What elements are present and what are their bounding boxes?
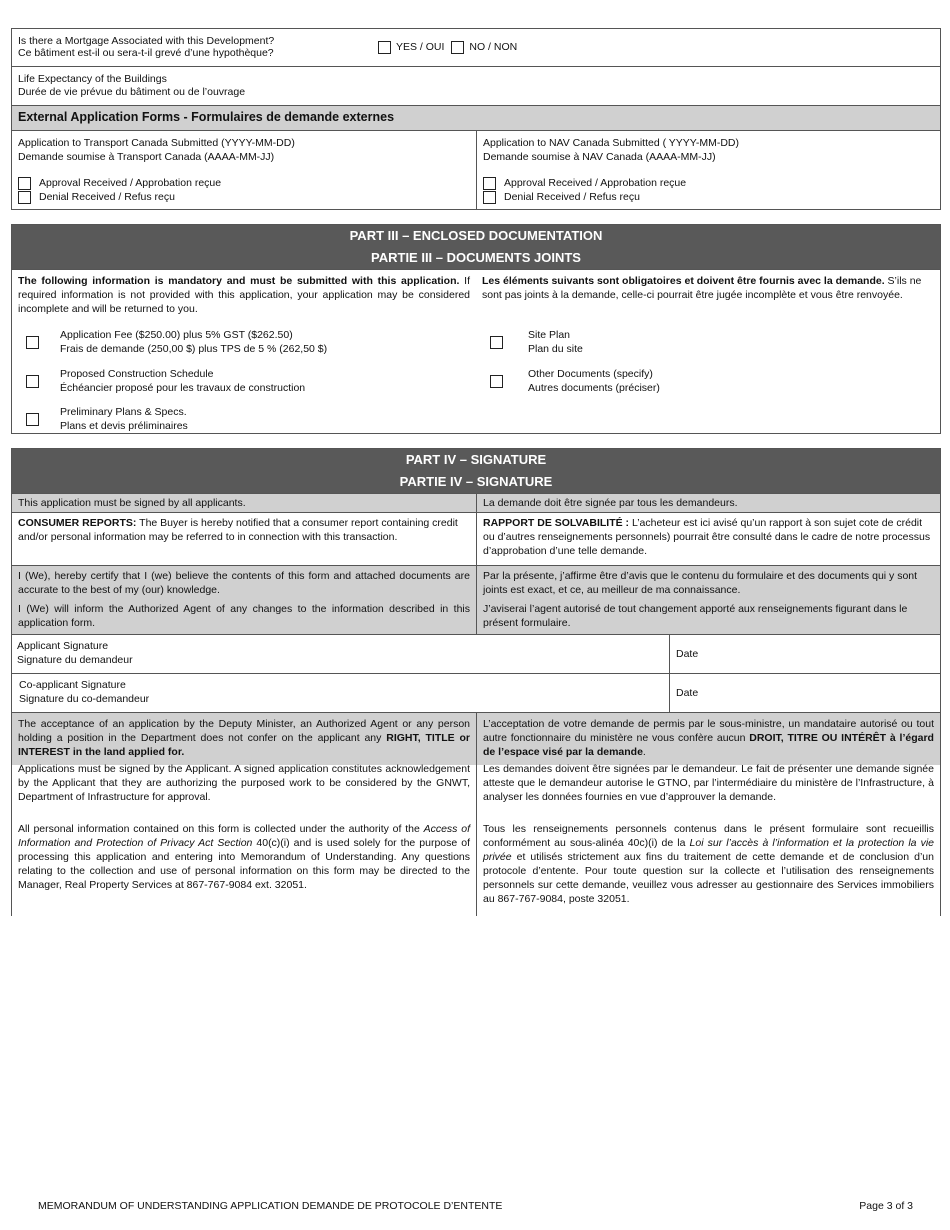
consumer-fr — [476, 513, 940, 565]
privacy-en-1: All personal information contained on this form is collected under the authority of the — [18, 823, 424, 835]
transport-denial-label: Denial Received / Refus reçu — [39, 191, 175, 203]
mortgage-row — [12, 29, 940, 66]
privacy-paragraph-fr — [483, 822, 934, 906]
certify-en: I (We), hereby certify that I (we) believe the contents of this form and attached documents are accurate to the best of my (our) knowledge. — [18, 570, 470, 596]
part3-intro-fr — [482, 274, 934, 302]
other-docs-label-en: Other Documents (specify) — [528, 368, 653, 380]
site-plan-label-en: Site Plan — [528, 329, 571, 341]
part3-header — [12, 225, 940, 269]
nav-approval-label: Approval Received / Approbation reçue — [504, 177, 687, 189]
part3-intro-en-rest: If required information is not provided with this application, your application may be considered incomplete and will be returned to you. — [18, 275, 470, 315]
part4-header — [12, 449, 940, 493]
mortgage-label-fr: Ce bâtiment est-il ou sera-t-il grevé d’une hypothèque? — [18, 47, 274, 59]
page-number: Page 3 of 3 — [859, 1200, 913, 1212]
signed-paragraph-en: Applications must be signed by the Applicant. A signed application constitutes acknowledgement by the Applicant that they are authorizing the purposed work to be considered by the GNWT, Department of Infrastructure for approval. — [18, 763, 470, 803]
consumer-en-bold: CONSUMER REPORTS: — [18, 517, 137, 529]
coapplicant-signature-en: Co-applicant Signature — [19, 679, 126, 691]
part3-section — [11, 224, 941, 434]
plans-label-fr: Plans et devis préliminaires — [60, 420, 188, 432]
acceptance-fr-rest: L’acceptation de votre demande de permis par le sous-ministre, un mandataire autorisé ou tout autre fonctionnaire du ministère ne vous confère aucun — [483, 718, 934, 744]
transport-approval-label: Approval Received / Approbation reçue — [39, 177, 222, 189]
mortgage-no-checkbox[interactable] — [451, 41, 464, 54]
acceptance-fr-end: . — [642, 746, 646, 758]
site-plan-label-fr: Plan du site — [528, 343, 583, 355]
signed-row — [12, 493, 940, 512]
part3-intro-fr-rest: S’ils ne sont pas joints à la demande, celle-ci pourrait être jugée incomplète et vous être renvoyée. — [482, 275, 922, 301]
applicant-signature-fr: Signature du demandeur — [17, 654, 133, 666]
fee-label-fr: Frais de demande (250,00 $) plus TPS de 5 % (262,50 $) — [60, 343, 328, 355]
transport-canada-fr: Demande soumise à Transport Canada (AAAA-MM-JJ) — [18, 151, 275, 163]
acceptance-en-rest: The acceptance of an application by the Deputy Minister, an Authorized Agent or any person holding a position in the Department does not confer on the applicant any — [18, 718, 470, 744]
fee-checkbox[interactable] — [26, 336, 39, 349]
part3-intro-en — [18, 274, 470, 316]
bottom-paragraphs — [11, 760, 941, 916]
inform-fr: J’aviserai l’agent autorisé de tout changement apporté aux renseignements figurant dans le présent formulaire. — [483, 603, 908, 629]
coapplicant-signature-row[interactable] — [12, 673, 940, 712]
part3-title-en: PART III – ENCLOSED DOCUMENTATION — [349, 228, 603, 243]
privacy-fr-italic: Loi sur l’accès à l’information et la protection la vie privée — [483, 837, 934, 863]
signed-paragraph-fr: Les demandes doivent être signées par le demandeur. Le fait de présenter une demande signée atteste que le demandeur autorise le GTNO, par l’intermédiaire du ministère de l’Infrastructure, à analyser les données fournies en vue d’approuver la demande. — [483, 763, 934, 803]
certify-fr: Par la présente, j’affirme être d’avis que le contenu du formulaire et des documents qui y sont joints est exact, et ce, au meilleur de ma connaissance. — [483, 570, 918, 596]
site-plan-checkbox[interactable] — [490, 336, 503, 349]
external-forms-title: External Application Forms - Formulaires de demande externes — [12, 105, 940, 130]
external-forms-row — [12, 130, 940, 210]
acceptance-en — [12, 713, 476, 765]
consumer-en-rest: The Buyer is hereby notified that a consumer report containing credit and/or personal information may be referred to in connection with this transaction. — [18, 517, 458, 543]
nav-approval-checkbox[interactable] — [483, 177, 496, 190]
applicant-signature-row[interactable] — [12, 634, 940, 673]
privacy-en-2: 40(c)(i) and is used solely for the purpose of processing this application and entering into Memorandum of Understanding. Any questions relating to the collection and use of personal information on this form may be directed to the Manager, Real Property Services at 867-767-9084 ext. 32051. — [18, 837, 470, 891]
part4-section — [11, 448, 941, 760]
acceptance-en-bold: RIGHT, TITLE or INTEREST in the land applied for. — [18, 732, 470, 758]
life-expectancy-row[interactable] — [12, 66, 940, 105]
life-expectancy-label-en: Life Expectancy of the Buildings — [18, 73, 167, 85]
part3-intro-en-bold: The following information is mandatory and must be submitted with this application. — [18, 275, 460, 287]
life-expectancy-label-fr: Durée de vie prévue du bâtiment ou de l’ouvrage — [18, 86, 246, 98]
mortgage-label-en: Is there a Mortgage Associated with this Development? — [18, 35, 275, 47]
consumer-en — [12, 513, 476, 565]
consumer-row — [12, 512, 940, 565]
top-section — [11, 28, 941, 210]
acceptance-fr — [476, 713, 940, 765]
plans-label-en: Preliminary Plans & Specs. — [60, 406, 187, 418]
signed-fr: La demande doit être signée par tous les demandeurs. — [476, 494, 940, 512]
plans-checkbox[interactable] — [26, 413, 39, 426]
part4-title-fr: PARTIE IV – SIGNATURE — [399, 474, 553, 489]
acceptance-fr-bold: DROIT, TITRE OU INTÉRÊT à l’égard de l’espace visé par la demande — [483, 732, 934, 758]
nav-canada-fr: Demande soumise à NAV Canada (AAAA-MM-JJ) — [483, 151, 716, 163]
nav-canada-en: Application to NAV Canada Submitted ( YYYY-MM-DD) — [483, 137, 739, 149]
part3-body — [12, 269, 940, 434]
part4-title-en: PART IV – SIGNATURE — [405, 452, 547, 467]
schedule-label-en: Proposed Construction Schedule — [60, 368, 214, 380]
nav-denial-checkbox[interactable] — [483, 191, 496, 204]
schedule-checkbox[interactable] — [26, 375, 39, 388]
coapplicant-date[interactable]: Date — [669, 674, 940, 712]
privacy-paragraph-en — [18, 822, 470, 892]
transport-denial-checkbox[interactable] — [18, 191, 31, 204]
transport-canada-en: Application to Transport Canada Submitted (YYYY-MM-DD) — [18, 137, 295, 149]
certify-row — [12, 565, 940, 634]
mortgage-no-label: NO / NON — [469, 41, 518, 53]
mortgage-yes-checkbox[interactable] — [378, 41, 391, 54]
consumer-fr-rest: L’acheteur est ici avisé qu’un rapport à son sujet cote de crédit ou d’autres renseignements personnels) pourrait être consulté dans le cadre de notre processus d’approbation d’une telle demande. — [483, 517, 931, 557]
privacy-fr-2: et utilisés strictement aux fins du traitement de cette demande et de conclusion d’un protocole d’entente. Pour toute question sur la collecte et l’utilisation des renseignements personnels sur cette demande, veuillez vous adresser au gestionnaire des Services immobiliers au 867-767-9084, poste 32051. — [483, 851, 934, 905]
footer-title: MEMORANDUM OF UNDERSTANDING APPLICATION DEMANDE DE PROTOCOLE D’ENTENTE — [38, 1200, 503, 1212]
applicant-signature-en: Applicant Signature — [17, 640, 109, 652]
transport-approval-checkbox[interactable] — [18, 177, 31, 190]
signed-en: This application must be signed by all applicants. — [18, 497, 246, 509]
privacy-fr-1: Tous les renseignements personnels contenus dans le présent formulaire sont recueillis conformément au sous-alinéa 40c)(i) de la — [483, 823, 934, 849]
privacy-en-italic: Access of Information and Protection of Privacy Act Section — [18, 823, 470, 849]
consumer-fr-bold: RAPPORT DE SOLVABILITÉ : — [483, 517, 630, 529]
part3-intro-fr-bold: Les éléments suivants sont obligatoires et doivent être fournis avec la demande. — [482, 275, 885, 287]
mortgage-yes-label: YES / OUI — [396, 41, 445, 53]
acceptance-row — [12, 712, 940, 765]
coapplicant-signature-fr: Signature du co-demandeur — [19, 693, 150, 705]
inform-en: I (We) will inform the Authorized Agent of any changes to the information described in this application form. — [18, 603, 470, 629]
schedule-label-fr: Échéancier proposé pour les travaux de construction — [60, 382, 306, 394]
nav-denial-label: Denial Received / Refus reçu — [504, 191, 640, 203]
applicant-date[interactable]: Date — [669, 635, 940, 673]
other-docs-checkbox[interactable] — [490, 375, 503, 388]
other-docs-label-fr: Autres documents (préciser) — [528, 382, 660, 394]
fee-label-en: Application Fee ($250.00) plus 5% GST ($262.50) — [60, 329, 293, 341]
part3-title-fr: PARTIE III – DOCUMENTS JOINTS — [371, 250, 581, 265]
